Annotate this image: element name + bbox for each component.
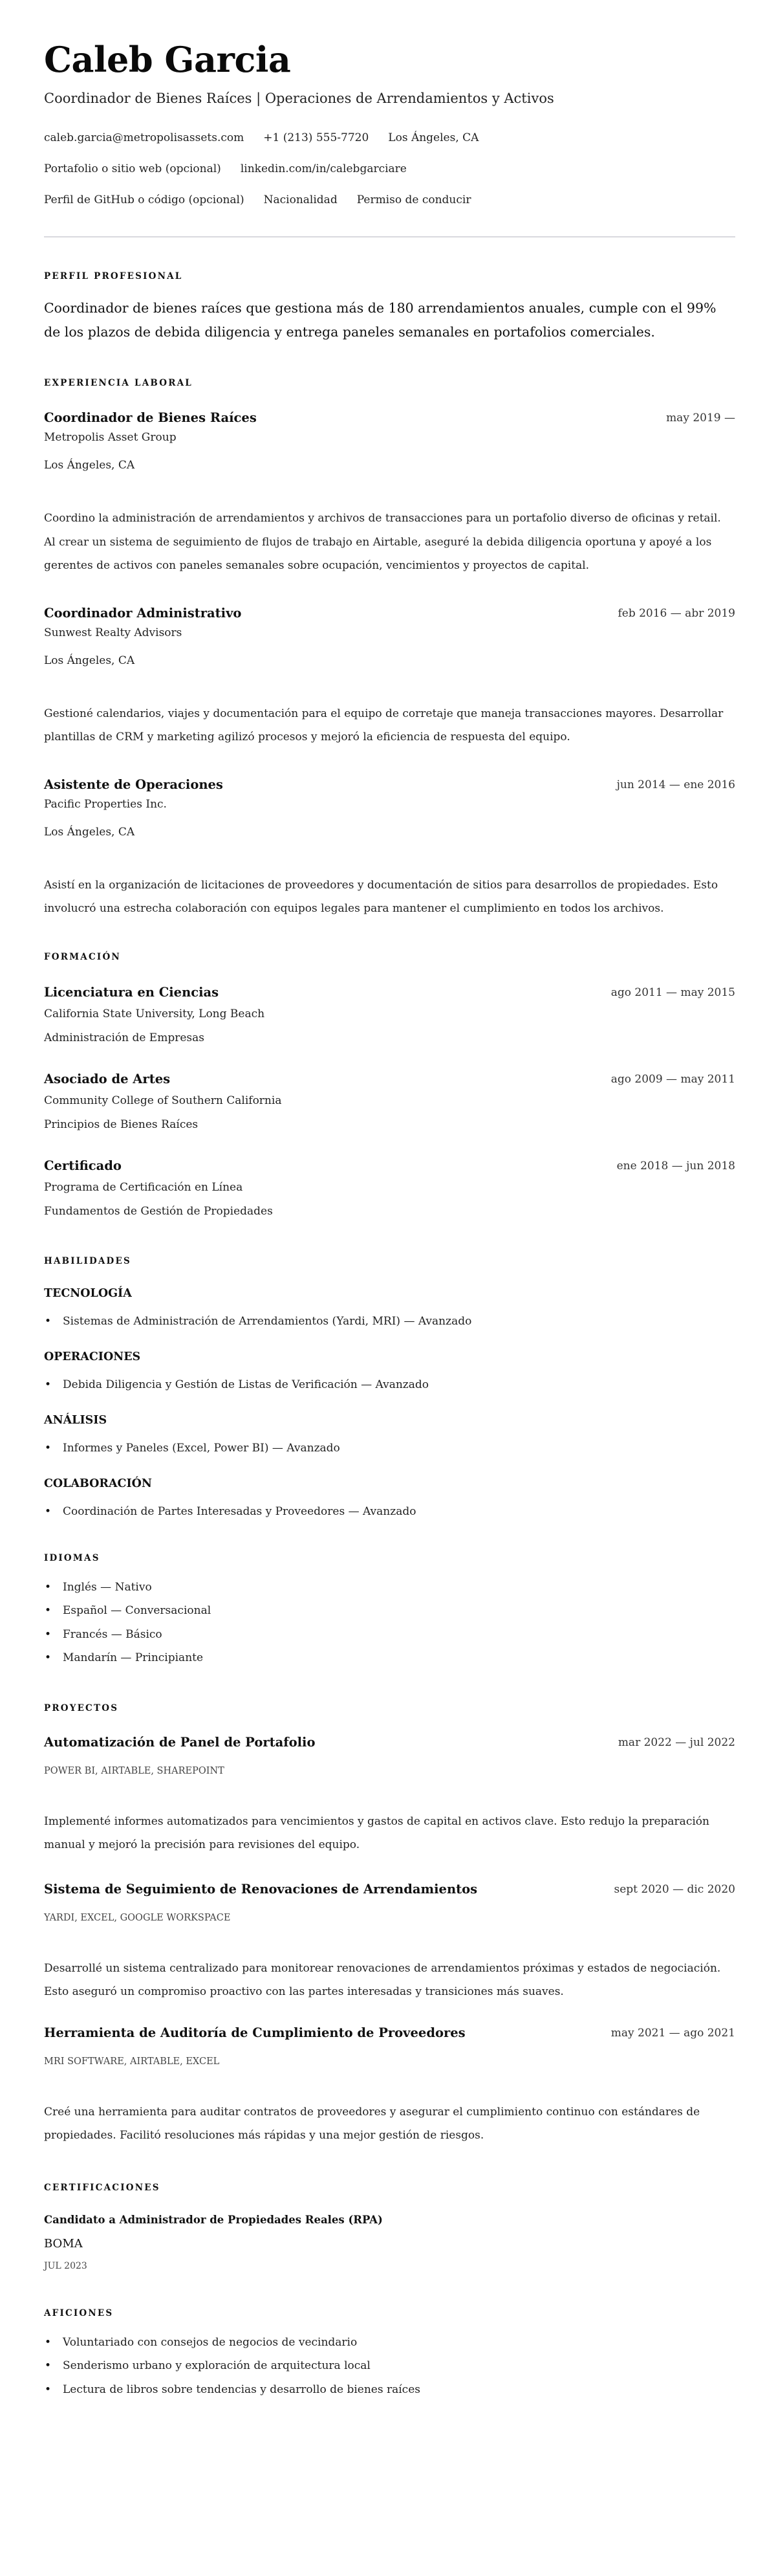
project-title: Herramienta de Auditoría de Cumplimiento de Proveedores bbox=[44, 2025, 466, 2040]
field-of-study: Fundamentos de Gestión de Propiedades bbox=[44, 1204, 273, 1218]
skill-item: • Debida Diligencia y Gestión de Listas de Verificación — Avanzado bbox=[44, 1375, 735, 1394]
certification-name: Candidato a Administrador de Propiedades Reales (RPA) bbox=[44, 2213, 383, 2226]
job-entry bbox=[44, 408, 735, 578]
section-heading: PERFIL PROFESIONAL bbox=[44, 271, 183, 281]
hobby-item: • Voluntariado con consejos de negocios de vecindario bbox=[44, 2331, 735, 2355]
project-entry bbox=[44, 1731, 735, 1857]
contact-email[interactable]: caleb.garcia@metropolisassets.com bbox=[44, 131, 244, 144]
education-date: ago 2009 — may 2011 bbox=[610, 1072, 735, 1086]
section-heading: IDIOMAS bbox=[44, 1552, 100, 1563]
section-heading: AFICIONES bbox=[44, 2307, 114, 2318]
school-name: California State University, Long Beach bbox=[44, 1007, 265, 1020]
section-heading: HABILIDADES bbox=[44, 1255, 131, 1266]
contact-github[interactable]: Perfil de GitHub o código (opcional) bbox=[44, 193, 244, 206]
certification-issuer: BOMA bbox=[44, 2236, 83, 2251]
job-date: jun 2014 — ene 2016 bbox=[616, 778, 735, 791]
project-title: Automatización de Panel de Portafolio bbox=[44, 1734, 316, 1750]
project-entry bbox=[44, 1878, 735, 2004]
skill-item: • Sistemas de Administración de Arrendamientos (Yardi, MRI) — Avanzado bbox=[44, 1312, 735, 1331]
field-of-study: Principios de Bienes Raíces bbox=[44, 1117, 199, 1131]
job-location: Los Ángeles, CA bbox=[44, 654, 135, 667]
job-date: may 2019 — bbox=[666, 412, 735, 424]
section-heading: FORMACIÓN bbox=[44, 951, 121, 962]
job-date: feb 2016 — abr 2019 bbox=[618, 606, 735, 620]
degree-title: Certificado bbox=[44, 1158, 122, 1173]
skill-list bbox=[44, 1375, 735, 1394]
school-name: Programa de Certificación en Línea bbox=[44, 1180, 243, 1194]
school-name: Community College of Southern California bbox=[44, 1094, 282, 1107]
contact-location: Los Ángeles, CA bbox=[388, 131, 479, 144]
contact-row bbox=[44, 184, 735, 215]
job-title: Asistente de Operaciones bbox=[44, 776, 223, 792]
contact-portfolio[interactable]: Portafolio o sitio web (opcional) bbox=[44, 162, 221, 175]
skill-item: • Informes y Paneles (Excel, Power BI) — Avanzado bbox=[44, 1438, 735, 1458]
contact-info bbox=[44, 122, 735, 215]
skill-list bbox=[44, 1502, 735, 1521]
project-tech: MRI SOFTWARE, AIRTABLE, EXCEL bbox=[44, 2056, 220, 2067]
degree-title: Licenciatura en Ciencias bbox=[44, 984, 219, 1000]
project-date: may 2021 — ago 2021 bbox=[610, 2026, 735, 2040]
contact-row bbox=[44, 153, 735, 184]
project-description: Creé una herramienta para auditar contratos de proveedores y asegurar el cumplimiento continuo con estándares de propiedades. Facilitó resoluciones más rápidas y una mejor gestión de riesgos. bbox=[44, 2105, 700, 2142]
candidate-name: Caleb Garcia bbox=[44, 39, 291, 80]
education-entry bbox=[44, 1156, 735, 1221]
job-entry bbox=[44, 604, 735, 749]
job-company: Pacific Properties Inc. bbox=[44, 797, 167, 811]
skill-list bbox=[44, 1312, 735, 1331]
education-date: ago 2011 — may 2015 bbox=[610, 985, 735, 999]
project-entry bbox=[44, 2021, 735, 2148]
section-heading: PROYECTOS bbox=[44, 1702, 119, 1713]
project-description: Desarrollé un sistema centralizado para monitorear renovaciones de arrendamientos próximas y estados de negociación. Esto aseguró un compromiso proactivo con las partes interesadas y transiciones más suaves. bbox=[44, 1961, 721, 1998]
skill-category: COLABORACIÓN bbox=[44, 1477, 152, 1490]
education-date: ene 2018 — jun 2018 bbox=[616, 1159, 735, 1172]
summary-section bbox=[44, 270, 735, 344]
experience-section bbox=[44, 377, 735, 921]
certifications-section bbox=[44, 2181, 735, 2273]
degree-title: Asociado de Artes bbox=[44, 1071, 171, 1086]
contact-driving-license: Permiso de conducir bbox=[356, 193, 471, 206]
education-section bbox=[44, 951, 735, 1221]
education-entry bbox=[44, 1070, 735, 1134]
resume-header bbox=[44, 39, 735, 215]
skills-section bbox=[44, 1255, 735, 1521]
skill-list bbox=[44, 1438, 735, 1458]
job-description: Asistí en la organización de licitaciones de proveedores y documentación de sitios para desarrollos de propiedades. Esto involucró una estrecha colaboración con equipos legales para mantener el cumplimiento en todos los archivos. bbox=[44, 878, 718, 915]
section-heading: EXPERIENCIA LABORAL bbox=[44, 378, 193, 388]
education-entry bbox=[44, 983, 735, 1048]
project-tech: POWER BI, AIRTABLE, SHAREPOINT bbox=[44, 1765, 224, 1776]
header-divider bbox=[44, 236, 735, 237]
hobby-item: • Senderismo urbano y exploración de arquitectura local bbox=[44, 2354, 735, 2378]
hobby-list bbox=[44, 2331, 735, 2402]
hobbies-section bbox=[44, 2307, 735, 2402]
job-description: Coordino la administración de arrendamientos y archivos de transacciones para un portafolio diverso de oficinas y retail. Al crear un sistema de seguimiento de flujos de trabajo en Airtable, aseguré la debida diligencia oportuna y apoyé a los gerentes de activos con paneles semanales sobre ocupación, vencimientos y proyectos de capital. bbox=[44, 512, 721, 572]
language-item: • Español — Conversacional bbox=[44, 1599, 735, 1623]
contact-linkedin[interactable]: linkedin.com/in/calebgarciare bbox=[240, 162, 407, 175]
job-company: Sunwest Realty Advisors bbox=[44, 626, 182, 639]
section-heading: CERTIFICACIONES bbox=[44, 2182, 160, 2193]
projects-section bbox=[44, 1702, 735, 2148]
contact-nationality: Nacionalidad bbox=[263, 193, 338, 206]
project-date: mar 2022 — jul 2022 bbox=[618, 1735, 735, 1749]
project-description: Implementé informes automatizados para vencimientos y gastos de capital en activos clave. Esto redujo la preparación manual y mejoró la precisión para revisiones del equipo. bbox=[44, 1814, 709, 1851]
language-list bbox=[44, 1576, 735, 1670]
project-tech: YARDI, EXCEL, GOOGLE WORKSPACE bbox=[44, 1912, 231, 1923]
hobby-item: • Lectura de libros sobre tendencias y desarrollo de bienes raíces bbox=[44, 2378, 735, 2402]
project-title: Sistema de Seguimiento de Renovaciones de Arrendamientos bbox=[44, 1881, 478, 1897]
job-company: Metropolis Asset Group bbox=[44, 431, 177, 444]
job-title: Coordinador Administrativo bbox=[44, 605, 242, 621]
language-item: • Inglés — Nativo bbox=[44, 1576, 735, 1600]
contact-phone[interactable]: +1 (213) 555-7720 bbox=[263, 131, 369, 144]
job-title: Coordinador de Bienes Raíces bbox=[44, 410, 257, 425]
job-description: Gestioné calendarios, viajes y documentación para el equipo de corretaje que maneja transacciones mayores. Desarrollar plantillas de CRM y marketing agilizó procesos y mejoró la eficiencia de respuesta del equipo. bbox=[44, 707, 724, 743]
language-item: • Francés — Básico bbox=[44, 1623, 735, 1647]
candidate-headline: Coordinador de Bienes Raíces | Operaciones de Arrendamientos y Activos bbox=[44, 91, 554, 106]
skill-item: • Coordinación de Partes Interesadas y Proveedores — Avanzado bbox=[44, 1502, 735, 1521]
job-location: Los Ángeles, CA bbox=[44, 459, 135, 472]
field-of-study: Administración de Empresas bbox=[44, 1031, 204, 1044]
job-entry bbox=[44, 775, 735, 921]
language-item: • Mandarín — Principiante bbox=[44, 1646, 735, 1670]
languages-section bbox=[44, 1552, 735, 1670]
job-location: Los Ángeles, CA bbox=[44, 825, 135, 839]
skill-category: ANÁLISIS bbox=[44, 1413, 107, 1427]
skill-category: OPERACIONES bbox=[44, 1350, 141, 1363]
summary-text: Coordinador de bienes raíces que gestiona más de 180 arrendamientos anuales, cumple con el 99% de los plazos de debida diligencia y entrega paneles semanales en portafolios comerciales. bbox=[44, 300, 717, 340]
project-date: sept 2020 — dic 2020 bbox=[614, 1882, 735, 1896]
contact-row bbox=[44, 122, 735, 153]
skill-category: TECNOLOGÍA bbox=[44, 1286, 132, 1300]
certification-date: JUL 2023 bbox=[44, 2260, 87, 2271]
